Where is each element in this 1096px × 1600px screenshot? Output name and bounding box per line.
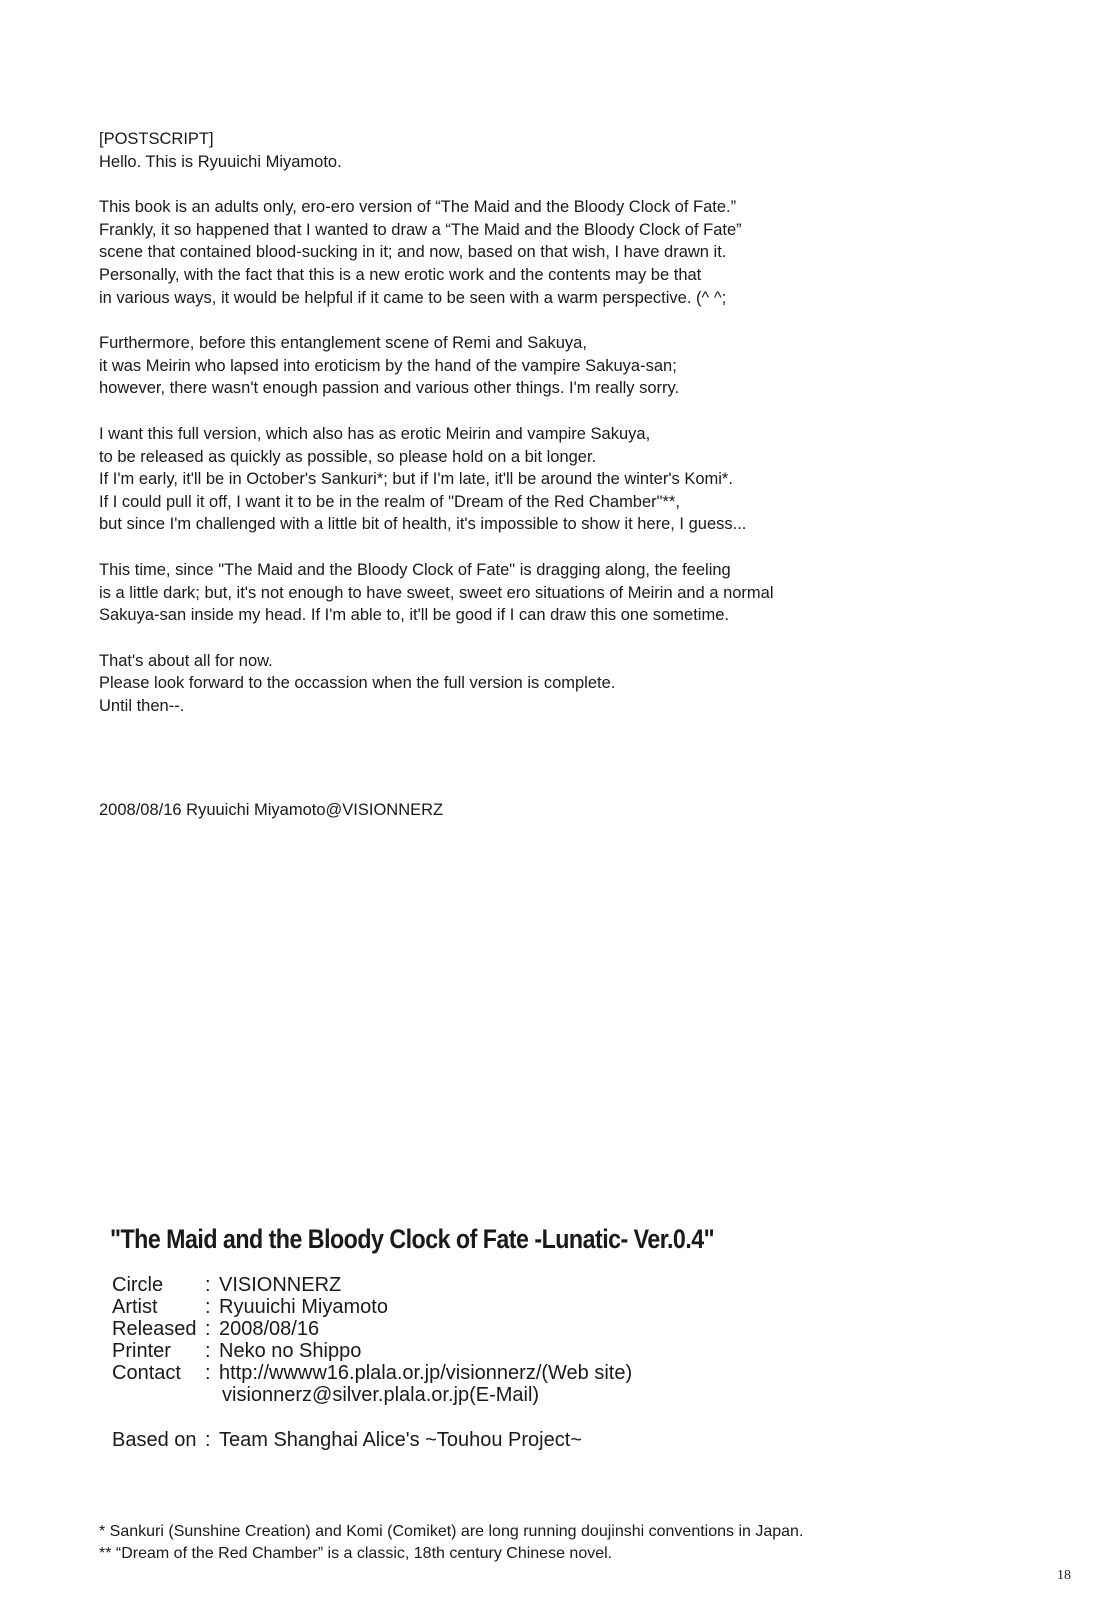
text-line: in various ways, it would be helpful if it came to be seen with a warm perspective. (^ ^; xyxy=(99,288,727,307)
text-line: Personally, with the fact that this is a new erotic work and the contents may be that xyxy=(99,265,702,284)
page-number: 18 xyxy=(1057,1568,1071,1583)
text-line: it was Meirin who lapsed into eroticism by the hand of the vampire Sakuya-san; xyxy=(99,356,677,375)
text-line: Please look forward to the occassion when the full version is complete. xyxy=(99,674,616,693)
text-line: Furthermore, before this entanglement scene of Remi and Sakuya, xyxy=(99,334,587,353)
printer-label: Printer xyxy=(112,1340,171,1362)
separator: : xyxy=(205,1318,211,1340)
footnote-2: ** “Dream of the Red Chamber” is a classic, 18th century Chinese novel. xyxy=(99,1545,613,1562)
based-value: Team Shanghai Alice's ~Touhou Project~ xyxy=(219,1429,582,1451)
colophon-row-circle xyxy=(112,1274,632,1296)
text-line: to be released as quickly as possible, so please hold on a bit longer. xyxy=(99,447,597,466)
released-value: 2008/08/16 xyxy=(219,1318,320,1340)
artist-label: Artist xyxy=(112,1296,158,1318)
colophon-row-contact-email xyxy=(112,1384,632,1406)
text-line: Frankly, it so happened that I wanted to draw a “The Maid and the Bloody Clock of Fate” xyxy=(99,220,742,239)
circle-label: Circle xyxy=(112,1274,164,1296)
paragraph-5 xyxy=(99,650,999,718)
based-on-row xyxy=(112,1428,582,1452)
text-line: Sakuya-san inside my head. If I'm able to, it'll be good if I can draw this one sometime. xyxy=(99,606,729,625)
separator: : xyxy=(205,1296,211,1318)
contact-email: visionnerz@silver.plala.or.jp(E-Mail) xyxy=(222,1384,540,1406)
paragraph-3 xyxy=(99,423,999,536)
separator: : xyxy=(205,1429,211,1451)
separator: : xyxy=(205,1340,211,1362)
paragraph-1 xyxy=(99,196,999,309)
greeting-line: Hello. This is Ryuuichi Miyamoto. xyxy=(99,152,342,171)
printer-value: Neko no Shippo xyxy=(219,1340,362,1362)
separator: : xyxy=(205,1362,211,1384)
released-label: Released xyxy=(112,1318,197,1340)
circle-value: VISIONNERZ xyxy=(219,1274,342,1296)
text-line: This book is an adults only, ero-ero version of “The Maid and the Bloody Clock of Fate.” xyxy=(99,198,737,217)
footnote-1: * Sankuri (Sunshine Creation) and Komi (Comiket) are long running doujinshi conventions in Japan. xyxy=(99,1523,804,1540)
text-line: but since I'm challenged with a little bit of health, it's impossible to show it here, I guess... xyxy=(99,515,747,534)
colophon-row-printer xyxy=(112,1340,632,1362)
colophon-row-artist xyxy=(112,1296,632,1318)
postscript-section xyxy=(99,128,999,717)
based-label: Based on xyxy=(112,1429,197,1451)
separator: : xyxy=(205,1274,211,1296)
text-line: This time, since "The Maid and the Bloody Clock of Fate" is dragging along, the feeling xyxy=(99,560,731,579)
footnotes xyxy=(99,1521,803,1565)
colophon-row-contact xyxy=(112,1362,632,1384)
contact-label: Contact xyxy=(112,1362,181,1384)
text-line: If I'm early, it'll be in October's Sankuri*; but if I'm late, it'll be around the winter's Komi*. xyxy=(99,470,733,489)
colophon-details xyxy=(112,1274,632,1406)
text-line: scene that contained blood-sucking in it; and now, based on that wish, I have drawn it. xyxy=(99,243,727,262)
signature-line: 2008/08/16 Ryuuichi Miyamoto@VISIONNERZ xyxy=(99,801,444,819)
postscript-heading: [POSTSCRIPT] xyxy=(99,130,214,148)
artist-value: Ryuuichi Miyamoto xyxy=(219,1296,388,1318)
contact-web: http://wwww16.plala.or.jp/visionnerz/(Web site) xyxy=(219,1362,633,1384)
paragraph-2 xyxy=(99,332,999,400)
text-line: That's about all for now. xyxy=(99,651,273,670)
colophon-row-released xyxy=(112,1318,632,1340)
text-line: I want this full version, which also has as erotic Meirin and vampire Sakuya, xyxy=(99,424,651,443)
colophon-title: "The Maid and the Bloody Clock of Fate -Lunatic- Ver.0.4" xyxy=(110,1224,715,1254)
text-line: If I could pull it off, I want it to be in the realm of "Dream of the Red Chamber"**, xyxy=(99,492,680,511)
postscript-header xyxy=(99,128,999,173)
text-line: however, there wasn't enough passion and various other things. I'm really sorry. xyxy=(99,379,680,398)
text-line: Until then--. xyxy=(99,696,185,715)
paragraph-4 xyxy=(99,559,999,627)
text-line: is a little dark; but, it's not enough to have sweet, sweet ero situations of Meirin and a normal xyxy=(99,583,774,602)
